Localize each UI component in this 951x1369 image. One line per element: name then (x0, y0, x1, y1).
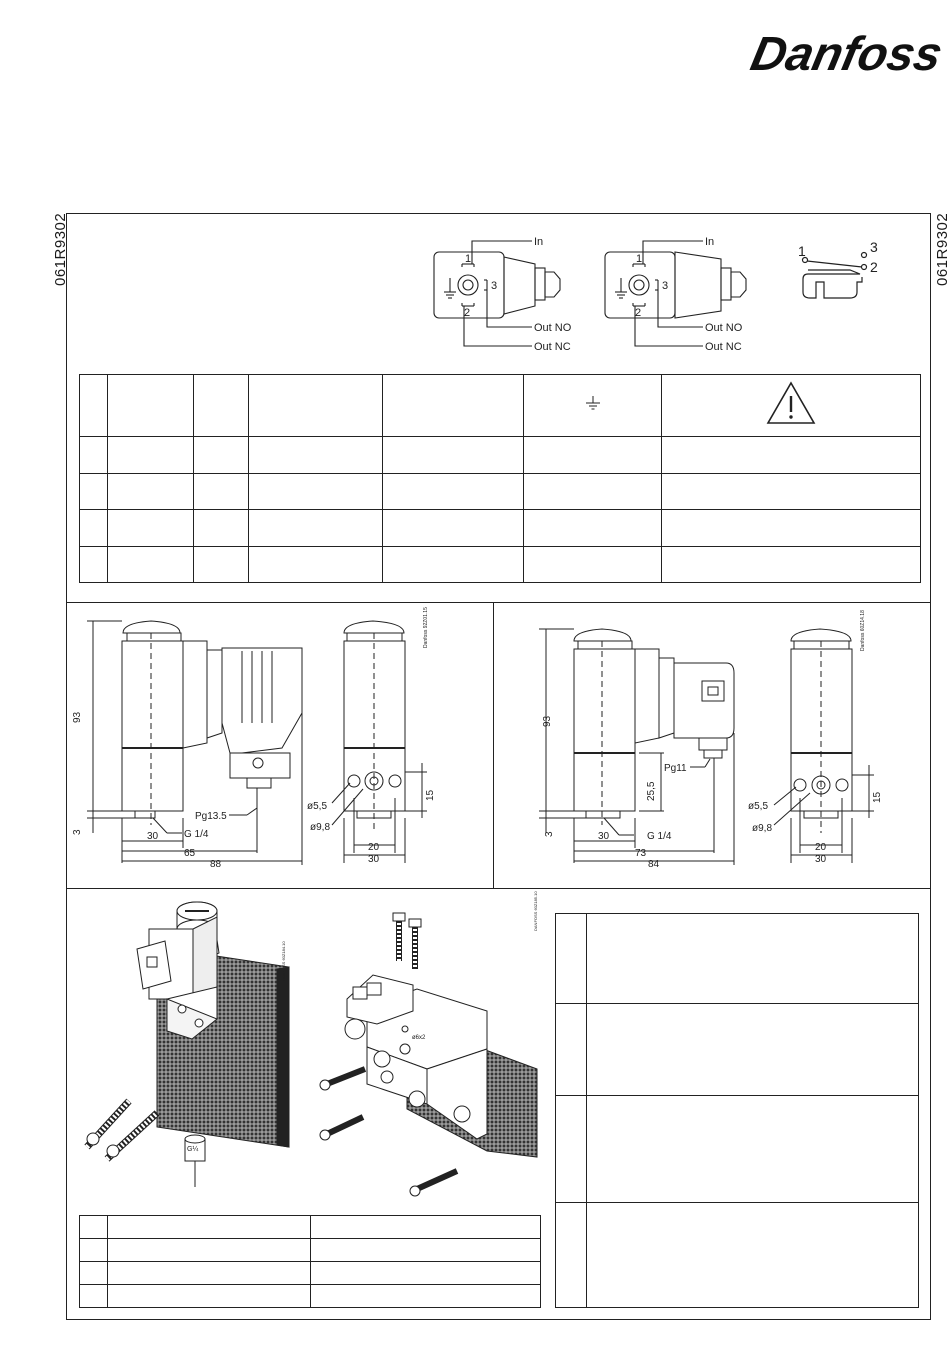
out-nc-label: Out NC (705, 341, 742, 353)
table-cell (80, 437, 108, 474)
table-cell (249, 474, 383, 510)
table-cell (80, 1262, 108, 1285)
table-cell (194, 547, 249, 583)
table-cell (194, 510, 249, 547)
table-cell (662, 437, 921, 474)
table-cell (662, 510, 921, 547)
table-cell (524, 437, 662, 474)
mounting-illustration (67, 889, 549, 1199)
dim-30b: 30 (815, 854, 827, 865)
dim-30: 30 (147, 831, 159, 842)
table-cell (80, 1285, 108, 1308)
table-cell (194, 474, 249, 510)
table-cell (249, 547, 383, 583)
diameter-label: ø6x2 (412, 1035, 426, 1041)
pin2-label: 2 (464, 307, 471, 319)
table-cell (383, 510, 524, 547)
table-cell (108, 510, 194, 547)
out-no-label: Out NO (534, 322, 572, 334)
table-cell (80, 375, 108, 437)
bottom-left-table (79, 1215, 541, 1308)
danfoss-logo (746, 12, 948, 87)
pin1-label: 1 (465, 253, 472, 265)
table-cell (311, 1239, 541, 1262)
table-cell (80, 1216, 108, 1239)
table-cell (108, 1285, 311, 1308)
switch-pin3: 3 (870, 239, 878, 255)
pin2-label: 2 (635, 307, 642, 319)
dim-3: 3 (72, 829, 83, 835)
in-label: In (534, 236, 544, 248)
table-cell (383, 474, 524, 510)
table-cell (587, 1096, 919, 1203)
dim-20: 20 (368, 842, 380, 853)
out-nc-label: Out NC (534, 341, 571, 353)
table-cell (556, 1004, 587, 1096)
warning-icon (765, 380, 817, 426)
dim-65: 65 (184, 848, 196, 859)
wiring-table (79, 374, 921, 583)
table-cell (383, 375, 524, 437)
pin1-label: 1 (636, 253, 643, 265)
ground-icon (583, 395, 603, 411)
out-no-label: Out NO (705, 322, 743, 334)
table-cell (249, 375, 383, 437)
wiring-diagrams (420, 222, 930, 362)
table-cell (587, 914, 919, 1004)
table-cell (108, 1216, 311, 1239)
drawing-ref: Danfoss 92Z01.15 (423, 607, 429, 648)
table-cell (108, 437, 194, 474)
doc-code-left: 061R9302 (52, 212, 69, 286)
table-cell (524, 510, 662, 547)
table-cell (662, 547, 921, 583)
pg-label: Pg11 (664, 763, 687, 774)
g-label: G 1/4 (647, 831, 672, 842)
dimension-drawing-right (494, 603, 930, 888)
table-cell (662, 375, 921, 437)
g-label: G 1/4 (184, 829, 209, 840)
dim-25-5: 25,5 (646, 781, 657, 801)
dia-55-label: ø5,5 (748, 801, 769, 812)
table-cell (524, 474, 662, 510)
table-cell (587, 1004, 919, 1096)
table-cell (108, 1262, 311, 1285)
logo-text: Danfoss (746, 27, 948, 81)
table-cell (524, 375, 662, 437)
in-label: In (705, 236, 715, 248)
table-cell (587, 1203, 919, 1308)
dim-30b: 30 (368, 854, 380, 865)
table-cell (662, 474, 921, 510)
table-cell (108, 547, 194, 583)
dim-15: 15 (425, 789, 436, 801)
table-cell (311, 1285, 541, 1308)
table-cell (249, 510, 383, 547)
table-cell (80, 1239, 108, 1262)
table-cell (80, 547, 108, 583)
dim-93: 93 (542, 715, 553, 727)
g-quarter-label: G¼ (187, 1146, 199, 1153)
dim-20: 20 (815, 842, 827, 853)
pin3-label: 3 (662, 280, 669, 292)
table-cell (383, 547, 524, 583)
table-cell (311, 1262, 541, 1285)
mounting-ref-left: DANFOSS 60Z184.10 (281, 941, 286, 981)
table-cell (556, 1203, 587, 1308)
table-cell (556, 1096, 587, 1203)
dimension-drawing-left (67, 603, 493, 888)
table-cell (80, 474, 108, 510)
dim-3: 3 (544, 831, 555, 837)
table-cell (108, 375, 194, 437)
table-cell (556, 914, 587, 1004)
table-cell (249, 437, 383, 474)
dia-98-label: ø9,8 (310, 822, 331, 833)
dim-84: 84 (648, 859, 660, 870)
table-cell (311, 1216, 541, 1239)
mounting-ref-right: DANFOSS 60Z185.10 (533, 891, 538, 931)
drawing-ref: Danfoss 60Z14.18 (860, 610, 866, 651)
dia-98-label: ø9,8 (752, 823, 773, 834)
dia-55-label: ø5,5 (307, 801, 328, 812)
bottom-right-table (555, 913, 919, 1308)
table-cell (194, 437, 249, 474)
switch-pin2: 2 (870, 259, 878, 275)
doc-code-right: 061R9302 (934, 212, 951, 286)
table-cell (194, 375, 249, 437)
dim-15: 15 (872, 791, 883, 803)
dim-73: 73 (635, 848, 647, 859)
dim-93: 93 (72, 711, 83, 723)
switch-pin1: 1 (798, 243, 806, 259)
pin3-label: 3 (491, 280, 498, 292)
table-cell (80, 510, 108, 547)
pg-label: Pg13.5 (195, 811, 227, 822)
table-cell (108, 1239, 311, 1262)
switch-symbol (803, 253, 867, 299)
dim-88: 88 (210, 859, 222, 870)
dim-30: 30 (598, 831, 610, 842)
table-cell (108, 474, 194, 510)
table-cell (383, 437, 524, 474)
table-cell (524, 547, 662, 583)
